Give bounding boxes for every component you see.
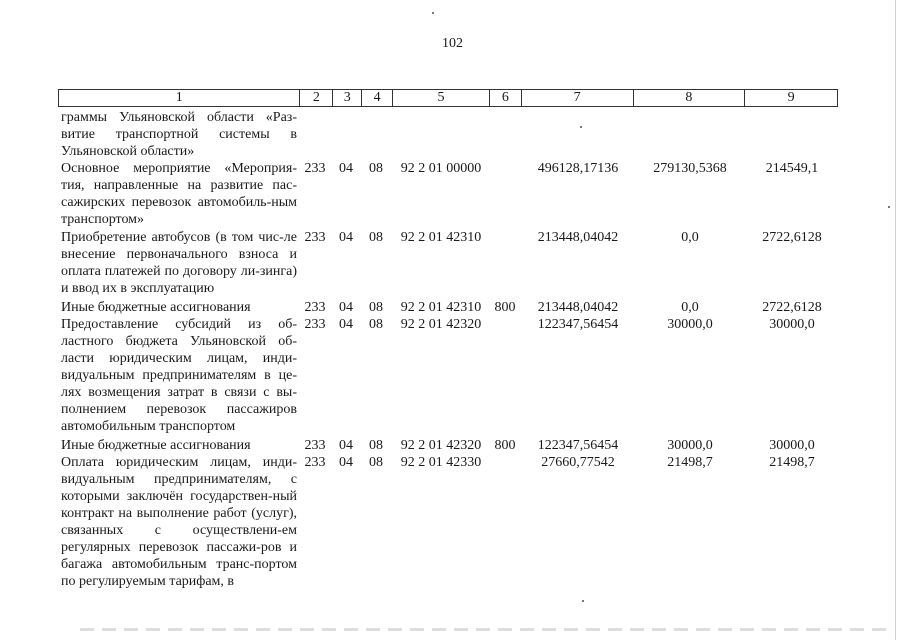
scan-edge <box>895 0 896 640</box>
header-col-4: 4 <box>362 90 393 106</box>
row-name: Приобретение автобусов (в том чис-ле внесение первоначального взноса и оплата платежей по договору ли-зинга) и ввод их в эксплуатацию <box>61 230 297 296</box>
row-col-2: 233 <box>304 161 326 176</box>
row-col-5: 92 2 01 42320 <box>400 317 482 332</box>
row-col-5: 92 2 01 42330 <box>400 455 482 470</box>
row-col-7: 122347,56454 <box>537 438 619 453</box>
scan-artifact <box>80 628 890 631</box>
row-col-2: 233 <box>304 455 326 470</box>
header-col-2: 2 <box>300 90 333 106</box>
row-col-9: 2722,6128 <box>762 230 822 245</box>
row-col-6: 800 <box>494 438 516 453</box>
row-col-2: 233 <box>304 300 326 315</box>
row-col-5: 92 2 01 00000 <box>400 161 482 176</box>
table-header <box>58 89 838 107</box>
row-name: Иные бюджетные ассигнования <box>61 438 251 453</box>
row-col-7: 213448,04042 <box>537 300 619 315</box>
page-number: 102 <box>442 36 463 51</box>
row-col-3: 04 <box>339 455 353 470</box>
row-col-3: 04 <box>339 300 353 315</box>
row-col-2: 233 <box>304 438 326 453</box>
header-col-5: 5 <box>393 90 490 106</box>
row-col-3: 04 <box>339 161 353 176</box>
row-name: Предоставление субсидий из об-ластного бюджета Ульяновской об-ласти юридическим лицам, инди-видуальным предпринимателям в це-лях возмещения затрат в связи с вы-полнением перевозок пассажиров автомобильным транспортом <box>61 317 297 434</box>
row-col-7: 213448,04042 <box>537 230 619 245</box>
header-col-8: 8 <box>634 90 746 106</box>
row-col-8: 30000,0 <box>667 438 713 453</box>
row-col-5: 92 2 01 42310 <box>400 230 482 245</box>
row-col-7: 27660,77542 <box>541 455 615 470</box>
header-col-3: 3 <box>333 90 362 106</box>
row-col-4: 08 <box>369 300 383 315</box>
row-col-4: 08 <box>369 230 383 245</box>
header-col-7: 7 <box>522 90 634 106</box>
row-col-2: 233 <box>304 317 326 332</box>
row-name: Основное мероприятие «Мероприя-тия, направленные на развитие пас-сажирских перевозок автомобиль-ным транспортом» <box>61 161 297 227</box>
row-col-7: 122347,56454 <box>537 317 619 332</box>
row-col-8: 0,0 <box>681 300 699 315</box>
row-col-8: 30000,0 <box>667 317 713 332</box>
row-col-9: 30000,0 <box>769 317 815 332</box>
scan-speck <box>582 600 584 602</box>
row-col-8: 0,0 <box>681 230 699 245</box>
row-col-3: 04 <box>339 438 353 453</box>
row-col-9: 2722,6128 <box>762 300 822 315</box>
row-col-4: 08 <box>369 455 383 470</box>
header-col-9: 9 <box>787 90 795 105</box>
row-col-9: 214549,1 <box>765 161 819 176</box>
scan-speck <box>888 206 890 208</box>
row-col-5: 92 2 01 42320 <box>400 438 482 453</box>
row-col-8: 279130,5368 <box>653 161 727 176</box>
row-col-9: 21498,7 <box>769 455 815 470</box>
row-col-5: 92 2 01 42310 <box>400 300 482 315</box>
row-name: Оплата юридическим лицам, инди-видуальным предпринимателям, с которыми заключён государствен-ный контракт на выполнение работ (услуг), связанных с осуществлени-ем регулярных перевозок пассажи-ров и багажа автомобильным транс-портом по регулируемым тарифам, в <box>61 455 297 589</box>
row-col-2: 233 <box>304 230 326 245</box>
header-col-6: 6 <box>490 90 522 106</box>
row-col-4: 08 <box>369 438 383 453</box>
row-col-3: 04 <box>339 230 353 245</box>
row-col-9: 30000,0 <box>769 438 815 453</box>
row-col-4: 08 <box>369 317 383 332</box>
row-name: Иные бюджетные ассигнования <box>61 300 251 315</box>
header-col-1: 1 <box>59 90 300 106</box>
row-col-6: 800 <box>494 300 516 315</box>
row-name: граммы Ульяновской области «Раз-витие транспортной системы в Ульяновской области» <box>61 110 297 159</box>
scan-speck <box>580 126 582 128</box>
row-col-3: 04 <box>339 317 353 332</box>
row-col-4: 08 <box>369 161 383 176</box>
row-col-7: 496128,17136 <box>537 161 619 176</box>
row-col-8: 21498,7 <box>667 455 713 470</box>
scan-speck <box>432 12 434 14</box>
